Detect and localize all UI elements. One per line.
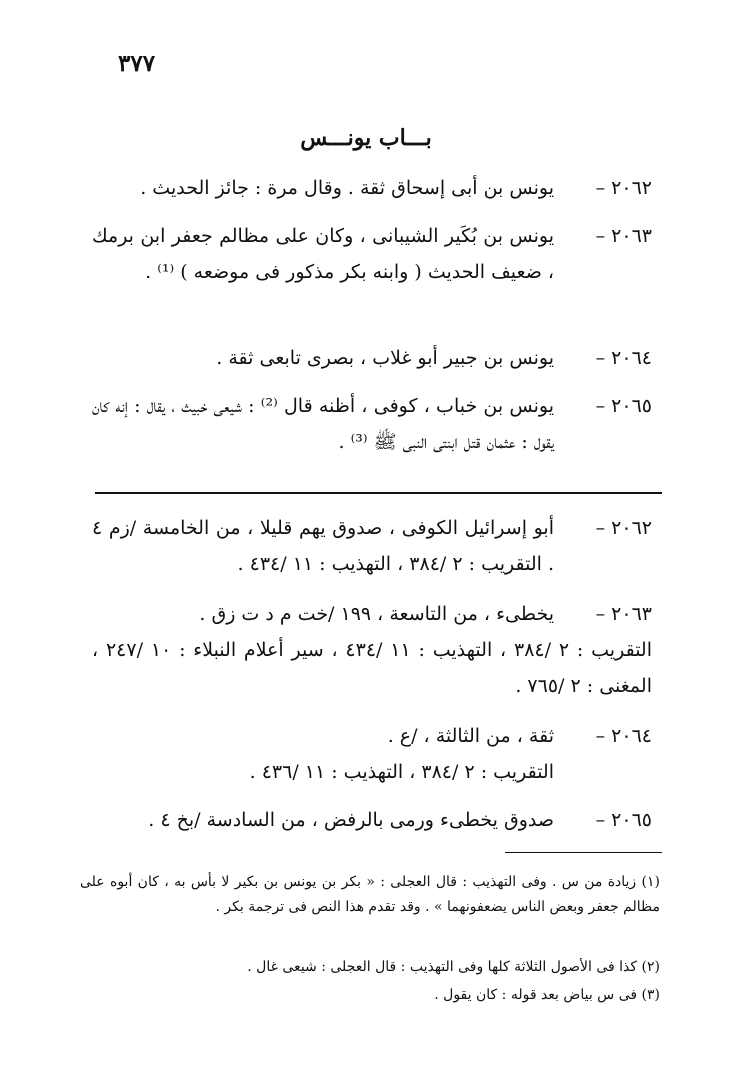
entry-number: ٢٠٦٤ –	[595, 347, 652, 369]
page-number: ٣٧٧	[118, 50, 156, 77]
entry-number: ٢٠٦٢ –	[595, 177, 652, 199]
note-number: ٢٠٦٥ –	[595, 809, 652, 831]
entry-2065	[92, 388, 652, 460]
footnote-number: (٢)	[641, 959, 660, 975]
note-number: ٢٠٦٣ –	[595, 603, 652, 625]
footnote-1	[80, 870, 660, 920]
footnote-3	[80, 983, 660, 1008]
note-text: صدوق يخطىء ورمى بالرفض ، من السادسة /بخ ٤ .	[148, 809, 554, 831]
note-number: ٢٠٦٢ –	[595, 517, 652, 539]
entry-text: يونس بن أبى إسحاق ثقة . وقال مرة : جائز الحديث .	[140, 177, 554, 199]
footnote-2	[80, 955, 660, 980]
entry-2063	[92, 218, 652, 290]
note-2065	[92, 802, 652, 838]
entry-number: ٢٠٦٥ –	[595, 395, 652, 417]
footnote-divider	[505, 852, 662, 853]
entry-text: يونس بن جبير أبو غلاب ، بصرى تابعى ثقة .	[216, 347, 554, 369]
note-number: ٢٠٦٤ –	[595, 725, 652, 747]
note-text: أبو إسرائيل الكوفى ، صدوق يهم قليلا ، من الخامسة /زم ٤ . التقريب : ٢ /٣٨٤ ، التهذيب : ١١ /٤٣٤ .	[92, 517, 554, 575]
footnote-text: زيادة من س . وفى التهذيب : قال العجلى : « بكر بن يونس بن بكير لا بأس به ، كان أبوه على مظالم جعفر وبعض الناس يضعفونهما » . وقد تقدم هذا النص فى ترجمة بكر .	[80, 874, 660, 915]
entry-2064	[92, 340, 652, 376]
chapter-title: بـــاب يونـــس	[300, 125, 432, 151]
note-2063	[92, 596, 652, 704]
footnote-number: (١)	[641, 874, 660, 890]
note-line: يخطىء ، من التاسعة ، ١٩٩ /خت م د ت زق .	[199, 603, 554, 625]
entry-text: يونس بن خباب ، كوفى ، أظنه قال ⁽²⁾ : شيعى خبيث ، يقال : إنه كان يقول : عثمان قتل ابنتى النبى ﷺ ⁽³⁾ .	[92, 395, 554, 453]
entry-text: يونس بن بُكَير الشيبانى ، وكان على مظالم جعفر ابن برمك ، ضعيف الحديث ( وابنه بكر مذكور فى موضعه ) ⁽¹⁾ .	[92, 225, 554, 283]
note-2062	[92, 510, 652, 582]
note-line: التقريب : ٢ /٣٨٤ ، التهذيب : ١١ /٤٣٤ ، سير أعلام النبلاء : ١٠ /٢٤٧ ، المغنى : ٢ /٧٦٥ .	[92, 639, 652, 697]
section-divider	[95, 492, 662, 494]
note-2064	[92, 718, 652, 790]
footnote-number: (٣)	[641, 987, 660, 1003]
entry-2062	[92, 170, 652, 206]
footnote-text: كذا فى الأصول الثلاثة كلها وفى التهذيب : قال العجلى : شيعى غال .	[247, 959, 638, 975]
note-text	[92, 718, 554, 790]
entry-number: ٢٠٦٣ –	[595, 225, 652, 247]
footnote-text: فى س بياض بعد قوله : كان يقول .	[434, 987, 638, 1003]
note-line: ثقة ، من الثالثة ، /ع .	[387, 725, 554, 747]
note-line: التقريب : ٢ /٣٨٤ ، التهذيب : ١١ /٤٣٦ .	[249, 761, 554, 783]
